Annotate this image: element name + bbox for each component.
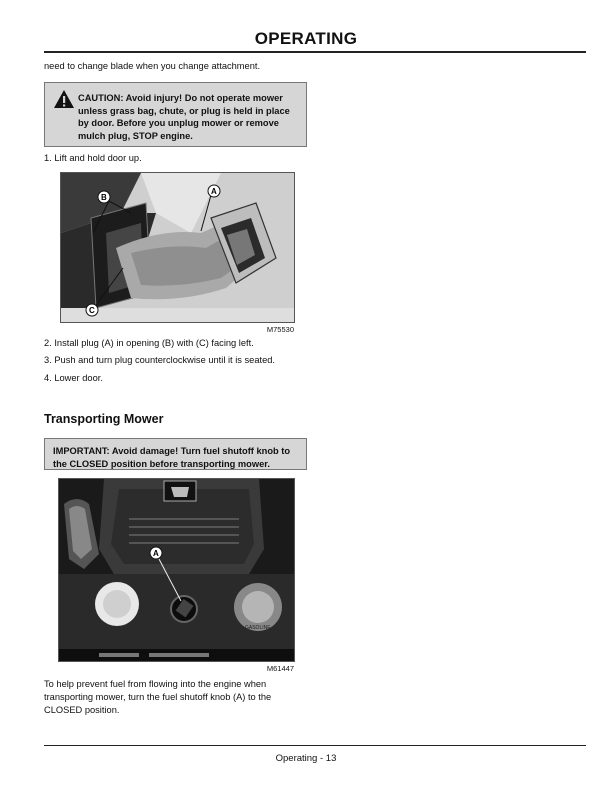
figure1-label-a: A	[211, 187, 217, 196]
warning-triangle-icon	[53, 89, 75, 109]
figure2-id: M61447	[266, 664, 294, 673]
important-box	[44, 438, 307, 470]
caution-box	[44, 82, 307, 147]
mulch-plug-photo	[61, 173, 295, 323]
step-1: 1. Lift and hold door up.	[44, 153, 142, 163]
page-title: OPERATING	[254, 29, 358, 48]
figure1-label-c: C	[89, 306, 95, 315]
fuel-cap-text: GASOLINE	[245, 625, 271, 631]
closing-paragraph: To help prevent fuel from flowing into the engine when transporting mower, turn the fuel shutoff knob (A) to the CLOSED position.	[44, 679, 272, 715]
step-2: 2. Install plug (A) in opening (B) with (C) facing left.	[44, 338, 254, 348]
header-divider	[44, 51, 586, 53]
page-number: Operating - 13	[275, 753, 337, 764]
step-4: 4. Lower door.	[44, 373, 103, 383]
figure1-id: M75530	[266, 325, 294, 334]
fuel-shutoff-photo	[59, 479, 295, 662]
figure-fuel-shutoff	[58, 478, 295, 662]
important-text: IMPORTANT: Avoid damage! Turn fuel shutoff knob to the CLOSED position before transporting mower.	[53, 446, 291, 469]
step-3: 3. Push and turn plug counterclockwise until it is seated.	[44, 355, 276, 365]
figure-plug-install	[60, 172, 295, 323]
section-title: Transporting Mower	[44, 412, 164, 426]
figure1-label-b: B	[101, 193, 107, 202]
caution-text: CAUTION: Avoid injury! Do not operate mower unless grass bag, chute, or plug is held in place by door. Before you unplug mower or remove mulch plug, STOP engine.	[78, 93, 290, 141]
figure2-label-a: A	[153, 549, 159, 558]
footer-divider	[44, 745, 586, 746]
intro-line: need to change blade when you change attachment.	[44, 61, 261, 71]
